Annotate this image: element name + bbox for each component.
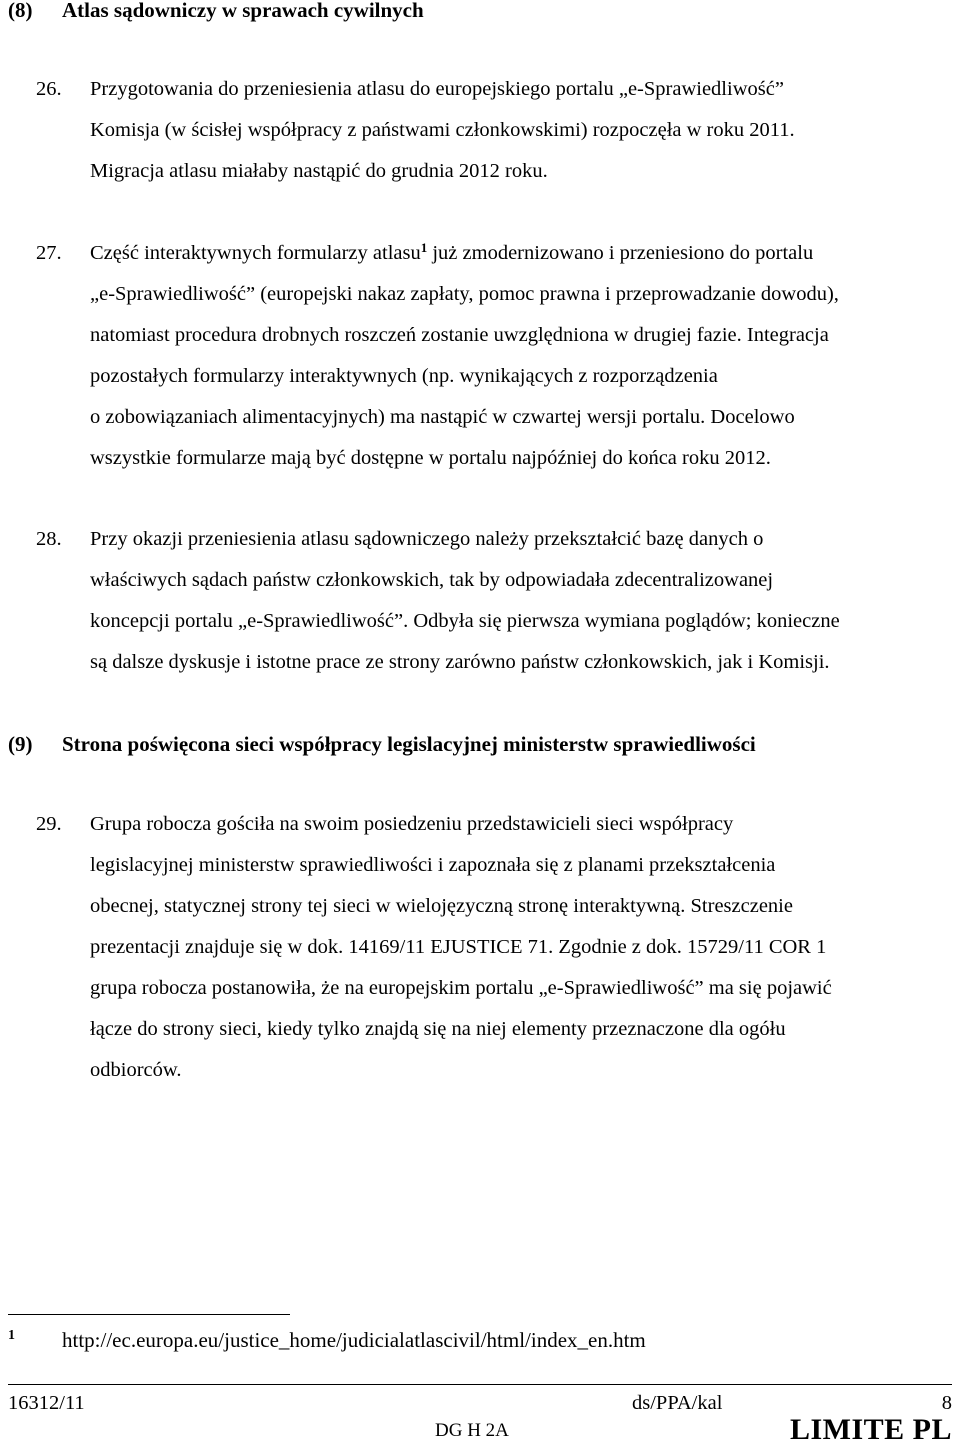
section-heading-8 [8,0,424,23]
paragraph-line: Przy okazji przeniesienia atlasu sądowniczego należy przekształcić bazę danych o [90,528,764,550]
paragraph-line [90,242,813,265]
section-number: (8) [8,0,33,22]
footnote [8,1328,646,1353]
paragraph-number: 26. [36,78,62,100]
paragraph-line-start: Część interaktywnych formularzy atlasu [90,242,421,264]
paragraph-line: grupa robocza postanowiła, że na europejskim portalu „e-Sprawiedliwość” ma się pojawić [90,977,832,999]
section-heading-9 [8,731,756,757]
section-number: (9) [8,732,33,756]
paragraph-line: natomiast procedura drobnych roszczeń zostanie uwzględniona w drugiej fazie. Integracja [90,324,829,346]
document-reference: 16312/11 [8,1392,85,1414]
footnote-reference[interactable]: 1 [420,240,428,255]
footnote-mark: 1 [8,1328,15,1343]
paragraph-line: są dalsze dyskusje i istotne prace ze strony zarówno państw członkowskich, jak i Komisji. [90,651,830,673]
paragraph-line: obecnej, statycznej strony tej sieci w wielojęzyczną stronę interaktywną. Streszczenie [90,895,793,917]
paragraph-line: prezentacji znajduje się w dok. 14169/11 EJUSTICE 71. Zgodnie z dok. 15729/11 COR 1 [90,936,827,958]
paragraph-number: 28. [36,528,62,550]
paragraph-line: koncepcji portalu „e-Sprawiedliwość”. Odbyła się pierwsza wymiana poglądów; konieczne [90,610,840,632]
paragraph-number: 29. [36,813,62,835]
paragraph-line: odbiorców. [90,1059,182,1081]
section-title: Strona poświęcona sieci współpracy legislacyjnej ministerstw sprawiedliwości [62,732,756,756]
paragraph-line: pozostałych formularzy interaktywnych (np. wynikających z rozporządzenia [90,365,718,387]
footer-separator [8,1384,952,1385]
classification-label: LIMITE PL [789,1413,952,1446]
paragraph-line: legislacyjnej ministerstw sprawiedliwości i zapoznała się z planami przekształcenia [90,854,776,876]
page-number: 8 [941,1392,952,1414]
author-reference: ds/PPA/kal [632,1392,723,1414]
paragraph-line: Grupa robocza gościła na swoim posiedzeniu przedstawicieli sieci współpracy [90,813,734,835]
paragraph-line: Migracja atlasu miałaby nastąpić do grudnia 2012 roku. [90,160,548,182]
paragraph-line: o zobowiązaniach alimentacyjnych) ma nastąpić w czwartej wersji portalu. Docelowo [90,406,795,428]
section-title: Atlas sądowniczy w sprawach cywilnych [62,0,424,22]
paragraph-line: Przygotowania do przeniesienia atlasu do europejskiego portalu „e-Sprawiedliwość” [90,78,784,100]
paragraph-line: wszystkie formularze mają być dostępne w portalu najpóźniej do końca roku 2012. [90,447,771,469]
paragraph-line-end: już zmodernizowano i przeniesiono do portalu [432,242,814,264]
footnote-separator [8,1314,290,1315]
footnote-link[interactable]: http://ec.europa.eu/justice_home/judicialatlascivil/html/index_en.htm [62,1328,646,1352]
paragraph-line: właściwych sądach państw członkowskich, tak by odpowiadała zdecentralizowanej [90,569,774,591]
directorate-reference: DG H 2A [435,1420,509,1441]
paragraph-number: 27. [36,242,62,264]
paragraph-line: łącze do strony sieci, kiedy tylko znajdą się na niej elementy przeznaczone dla ogółu [90,1018,786,1040]
paragraph-line: „e-Sprawiedliwość” (europejski nakaz zapłaty, pomoc prawna i przeprowadzanie dowodu), [90,283,839,305]
paragraph-line: Komisja (w ścisłej współpracy z państwami członkowskimi) rozpoczęła w roku 2011. [90,119,795,141]
